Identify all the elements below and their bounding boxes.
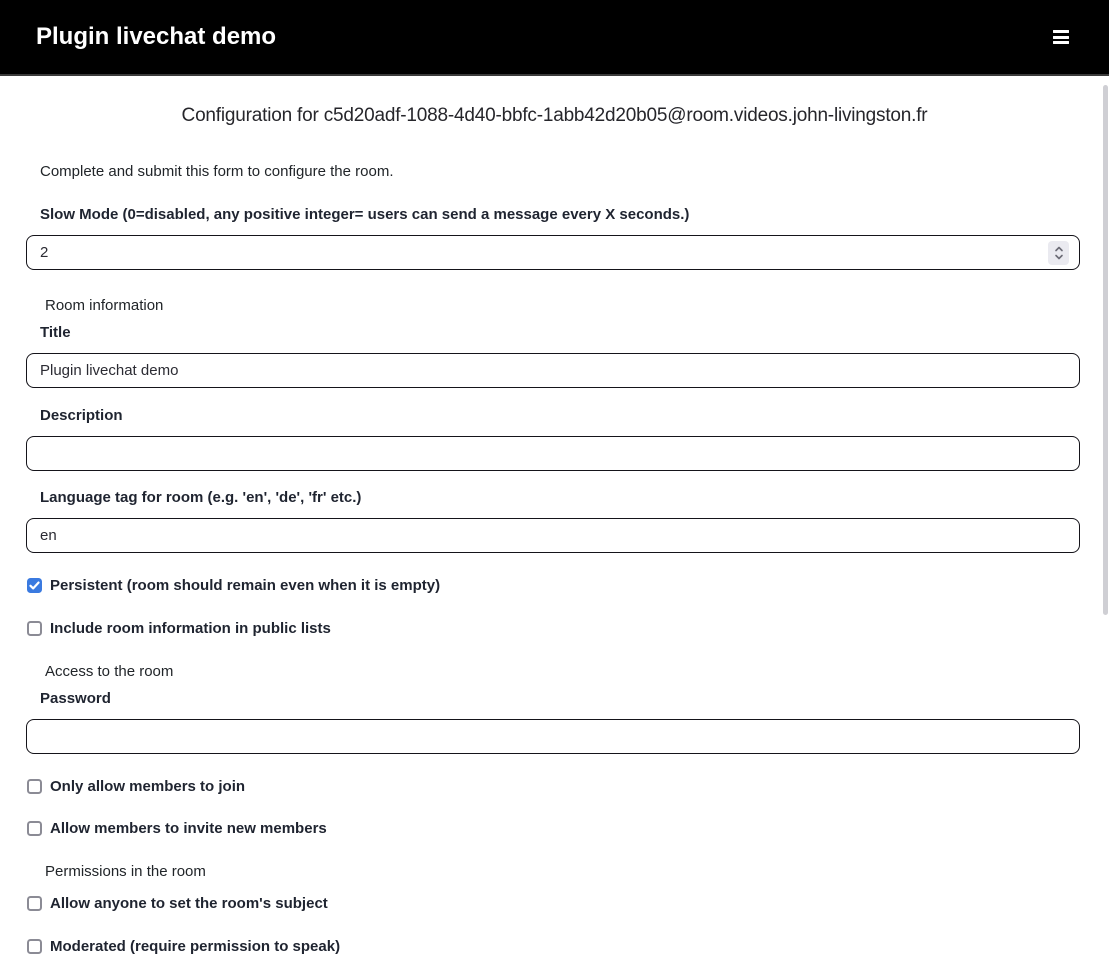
checkbox-row-moderated[interactable] [27,938,1080,955]
slow-mode-input-row [26,235,1080,270]
subject-checkbox-label: Allow anyone to set the room's subject [50,895,328,912]
moderated-checkbox[interactable] [27,939,42,954]
chevron-up-down-icon [1054,245,1064,261]
title-input-row [26,353,1080,388]
slow-mode-input[interactable] [26,235,1080,270]
checkbox-row-persistent[interactable] [27,577,1080,594]
persistent-checkbox-label: Persistent (room should remain even when it is empty) [50,577,441,594]
password-label: Password [40,690,111,707]
section-permissions: Permissions in the room [45,863,206,880]
language-input-row [26,518,1080,553]
password-input-row [26,719,1080,754]
title-label: Title [40,324,71,341]
scrollbar-thumb[interactable] [1103,85,1108,615]
slow-mode-label: Slow Mode (0=disabled, any positive integer= users can send a message every X seconds.) [40,206,690,223]
description-input[interactable] [26,436,1080,471]
allow-invites-checkbox[interactable] [27,821,42,836]
section-room-information: Room information [45,297,164,314]
moderated-checkbox-label: Moderated (require permission to speak) [50,938,341,955]
room-config-form [26,163,1080,955]
members-only-checkbox[interactable] [27,779,42,794]
checkbox-row-allow-invites[interactable] [27,820,1080,837]
form-instructions: Complete and submit this form to configure the room. [40,163,394,180]
subject-checkbox[interactable] [27,896,42,911]
description-input-row [26,436,1080,471]
password-input[interactable] [26,719,1080,754]
scrollbar[interactable] [1102,76,1109,938]
number-stepper[interactable] [1048,241,1069,265]
room-config-page [0,105,1109,955]
checkbox-row-public-lists[interactable] [27,620,1080,637]
checkbox-row-members-only[interactable] [27,778,1080,795]
allow-invites-checkbox-label: Allow members to invite new members [50,820,327,837]
hamburger-menu-icon [1053,30,1069,44]
menu-button[interactable] [1049,24,1073,51]
members-only-checkbox-label: Only allow members to join [50,778,246,795]
public-lists-checkbox-label: Include room information in public lists [50,620,331,637]
title-input[interactable] [26,353,1080,388]
language-label: Language tag for room (e.g. 'en', 'de', 'fr' etc.) [40,489,362,506]
description-label: Description [40,407,123,424]
checkbox-row-subject[interactable] [27,895,1080,912]
language-input[interactable] [26,518,1080,553]
public-lists-checkbox[interactable] [27,621,42,636]
app-header [0,0,1109,76]
persistent-checkbox[interactable] [27,578,42,593]
page-title: Configuration for c5d20adf-1088-4d40-bbfc-1abb42d20b05@room.videos.john-livingston.fr [181,105,928,126]
checkmark-icon [29,580,40,591]
section-access: Access to the room [45,663,174,680]
app-title: Plugin livechat demo [36,23,277,50]
